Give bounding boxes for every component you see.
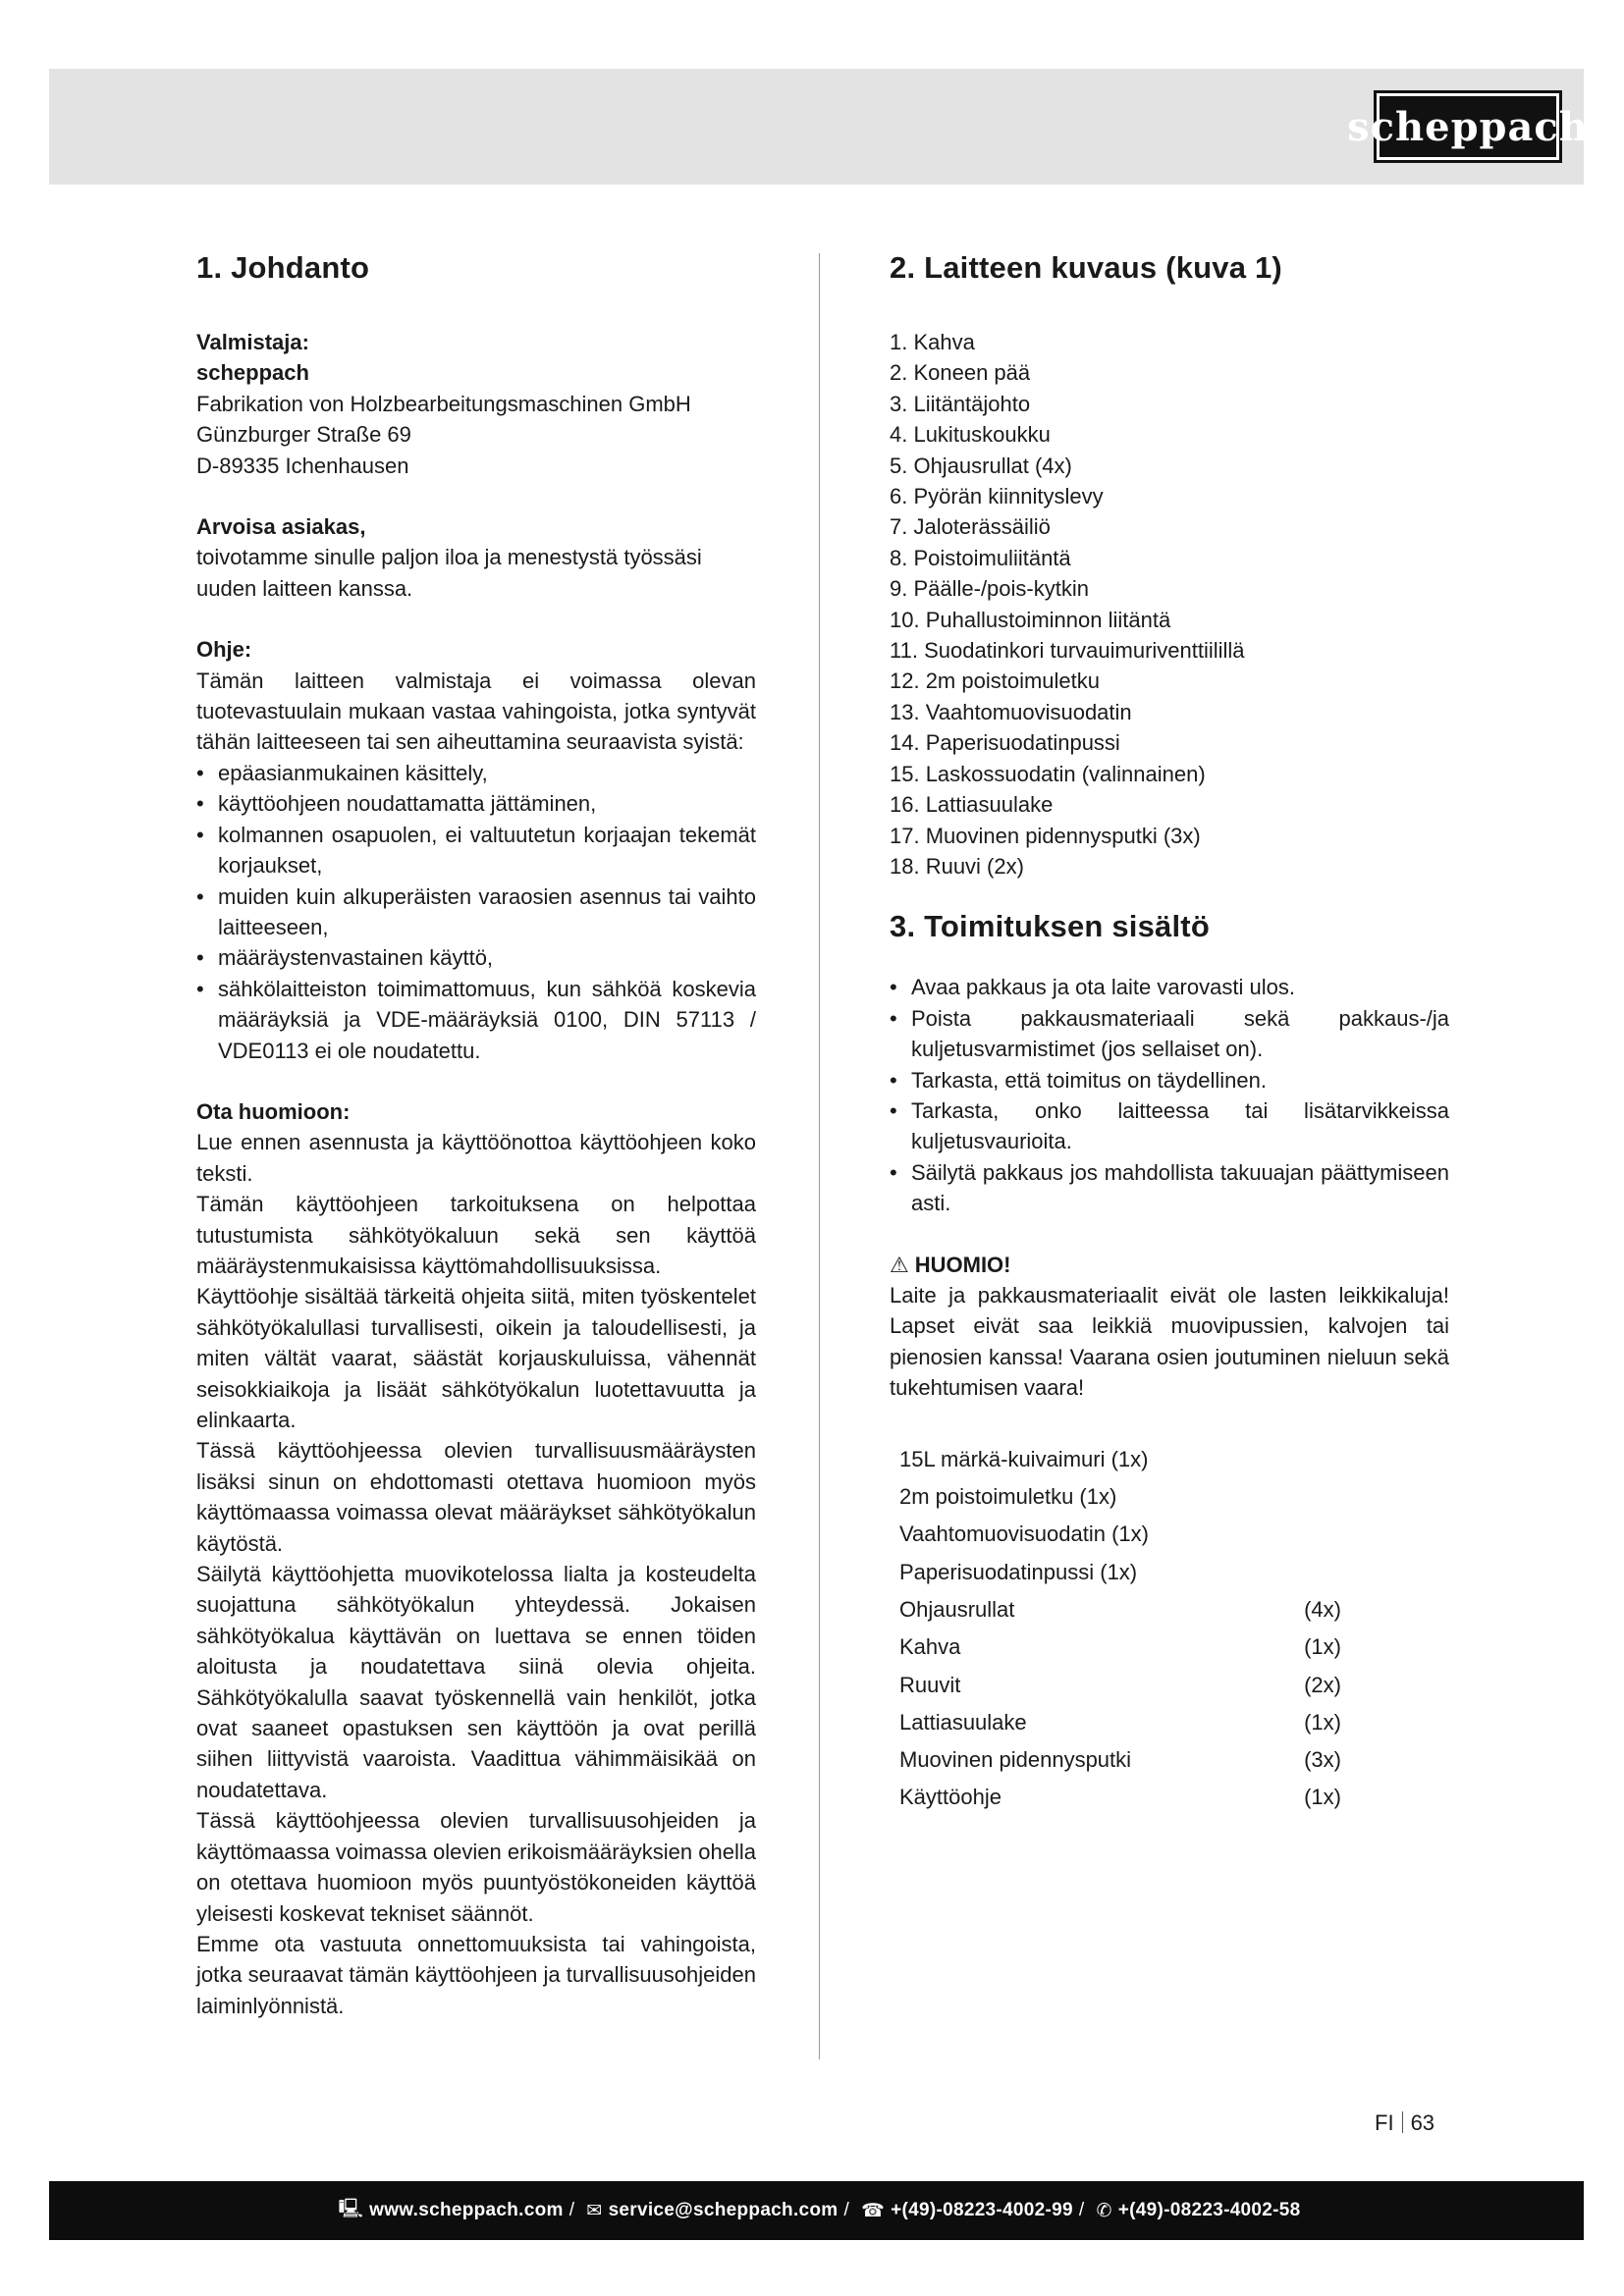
list-item: 5. Ohjausrullat (4x) — [890, 453, 1072, 478]
attention-paragraph: Emme ota vastuuta onnettomuuksista tai vahingoista, jotka seuraavat tämän käyttöohjeen ja turvallisuusohjeiden laiminlyönnistä. — [196, 1931, 756, 2018]
list-item: 18. Ruuvi (2x) — [890, 853, 1024, 879]
right-column — [890, 250, 1449, 1817]
table-row: Käyttöohje (1x) — [899, 1785, 1341, 1810]
list-item: • Avaa pakkaus ja ota laite varovasti ulos. — [890, 972, 1449, 1002]
list-item: 9. Päälle-/pois-kytkin — [890, 576, 1089, 602]
manufacturer-label: Valmistaja: — [196, 330, 309, 354]
table-row: Vaahtomuovisuodatin (1x) — [899, 1522, 1149, 1547]
footer-web[interactable]: www.scheppach.com — [369, 2200, 564, 2220]
header-band — [49, 69, 1589, 185]
delivery-list — [890, 972, 1449, 1218]
list-item: 15. Laskossuodatin (valinnainen) — [890, 761, 1206, 786]
warning-triangle-icon: ⚠ — [890, 1252, 909, 1277]
list-item: • kolmannen osapuolen, ei valtuutetun korjaajan tekemät korjaukset, — [196, 820, 756, 881]
list-item: • Tarkasta, että toimitus on täydellinen. — [890, 1065, 1449, 1095]
table-row: Muovinen pidennysputki (3x) — [899, 1747, 1341, 1773]
attention-label: Ota huomioon: — [196, 1098, 351, 1124]
footer-email[interactable]: service@scheppach.com — [608, 2200, 839, 2220]
list-item: 2. Koneen pää — [890, 360, 1031, 386]
table-row: Ruuvit (2x) — [899, 1672, 1341, 1697]
attention-paragraph: Lue ennen asennusta ja käyttöönottoa käyttöohjeen koko teksti. — [196, 1130, 756, 1186]
list-item: 1. Kahva — [890, 330, 975, 354]
attention-paragraph: Käyttöohje sisältää tärkeitä ohjeita siitä, miten työskentelet sähkötyökalullasi turvallisesti, oikein ja taloudellisesti, ja miten vältät vaarat, säästät korjauskuluissa, vähennät seisokkiaikoja ja lisäät sähkötyökalun luotettavuutta ja elinkaarta. — [196, 1284, 756, 1432]
left-column — [196, 250, 756, 2021]
page-number — [1375, 2110, 1435, 2136]
list-item: 4. Lukituskoukku — [890, 422, 1051, 448]
scheppach-logo: scheppach — [1374, 90, 1562, 163]
list-item: 13. Vaahtomuovisuodatin — [890, 699, 1132, 724]
list-item: 12. 2m poistoimuletku — [890, 668, 1100, 694]
greeting-text: toivotamme sinulle paljon iloa ja menestystä työssäsi uuden laitteen kanssa. — [196, 545, 702, 601]
list-item: 8. Poistoimuliitäntä — [890, 545, 1071, 570]
attention-paragraph: Säilytä käyttöohjetta muovikotelossa lialta ja kosteudelta suojattuna sähkötyökalun yhteydessä. Jokaisen sähkötyökalua käyttävän on luettava se ennen töiden aloitusta ja noudatettava siinä olevia ohjeita. Sähkötyökalulla saavat työskennellä vain henkilöt, jotka ovat saaneet opastuksen sen käyttöön ja ovat perillä siihen liittyvistä vaaroista. Vaadittua vähimmäisikää on noudatettava. — [196, 1562, 756, 1802]
note-label: Ohje: — [196, 637, 252, 663]
section-title-introduction: 1. Johdanto — [196, 250, 370, 285]
address-line: Günzburger Straße 69 — [196, 422, 411, 448]
section-title-description: 2. Laitteen kuvaus (kuva 1) — [890, 250, 1282, 285]
page-language: FI — [1375, 2110, 1394, 2135]
phone-icon: ☎ — [861, 2200, 886, 2221]
page-number-value: 63 — [1410, 2110, 1435, 2135]
list-item: • Tarkasta, onko laitteessa tai lisätarvikkeissa kuljetusvaurioita. — [890, 1095, 1449, 1157]
list-item: • epäasianmukainen käsittely, — [196, 758, 756, 788]
warning-label: HUOMIO! — [914, 1252, 1011, 1277]
list-item: 17. Muovinen pidennysputki (3x) — [890, 823, 1201, 848]
section-title-delivery: 3. Toimituksen sisältö — [890, 909, 1210, 944]
contents-table — [899, 1441, 1341, 1817]
list-item: 3. Liitäntäjohto — [890, 391, 1031, 416]
footer-band: 🖳 www.scheppach.com / ✉ service@scheppach.com / ☎ +(49)-08223-4002-99 / ✆ +(49)-08223-4002-58 — [49, 2181, 1584, 2240]
note-text: Tämän laitteen valmistaja ei voimassa olevan tuotevastuulain mukaan vastaa vahingoista, jotka syntyvät tähän laitteeseen tai sen aiheuttamina seuraavista syistä: — [196, 667, 756, 755]
list-item: 7. Jaloterässäiliö — [890, 514, 1051, 540]
attention-paragraph: Tässä käyttöohjeessa olevien turvallisuusohjeiden ja käyttömaassa voimassa olevien erikoismääräyksien ohella on otettava huomioon myös puuntyöstökoneiden käyttöä yleisesti koskevat tekniset säännöt. — [196, 1808, 756, 1926]
footer-fax: +(49)-08223-4002-58 — [1117, 2200, 1301, 2220]
footer-phone: +(49)-08223-4002-99 — [891, 2200, 1073, 2220]
list-item: • määräystenvastainen käyttö, — [196, 942, 756, 973]
list-item: • Säilytä pakkaus jos mahdollista takuuajan päättymiseen asti. — [890, 1157, 1449, 1219]
list-item: 14. Paperisuodatinpussi — [890, 730, 1120, 756]
list-item: • muiden kuin alkuperäisten varaosien asennus tai vaihto laitteeseen, — [196, 881, 756, 943]
table-row: 2m poistoimuletku (1x) — [899, 1484, 1117, 1510]
envelope-icon: ✉ — [586, 2200, 603, 2221]
list-item: • Poista pakkausmateriaali sekä pakkaus-/ja kuljetusvarmistimet (jos sellaiset on). — [890, 1003, 1449, 1065]
attention-paragraph: Tässä käyttöohjeessa olevien turvallisuusmääräysten lisäksi sinun on ehdottomasti otettava huomioon myös käyttömaassa voimassa olevat määräykset sähkötyökalun käytöstä. — [196, 1438, 756, 1556]
table-row: 15L märkä-kuivaimuri (1x) — [899, 1446, 1149, 1471]
list-item: • käyttöohjeen noudattamatta jättäminen, — [196, 788, 756, 819]
list-item: • sähkölaitteiston toimimattomuus, kun sähköä koskevia määräyksiä ja VDE-määräyksiä 0100, DIN 57113 / VDE0113 ei ole noudatettu. — [196, 974, 756, 1066]
table-row: Ohjausrullat (4x) — [899, 1596, 1341, 1622]
column-divider — [819, 253, 820, 2059]
attention-paragraph: Tämän käyttöohjeen tarkoituksena on helpottaa tutustumista sähkötyökaluun sekä sen käyttöä määräystenmukaisissa käyttömahdollisuuksissa. — [196, 1192, 756, 1278]
address-line: D-89335 Ichenhausen — [196, 453, 409, 478]
address-line: Fabrikation von Holzbearbeitungsmaschinen GmbH — [196, 391, 691, 416]
table-row: Kahva (1x) — [899, 1634, 1341, 1660]
liability-list — [196, 758, 756, 1066]
warning-heading — [890, 1250, 1449, 1280]
list-item: 11. Suodatinkori turvauimuriventtiilillä — [890, 638, 1245, 664]
fax-icon: ✆ — [1096, 2200, 1112, 2221]
parts-list — [890, 327, 1449, 881]
list-item: 6. Pyörän kiinnityslevy — [890, 484, 1104, 509]
table-row: Lattiasuulake (1x) — [899, 1709, 1341, 1735]
manufacturer-name: scheppach — [196, 360, 309, 386]
greeting-label: Arvoisa asiakas, — [196, 514, 366, 540]
table-row: Paperisuodatinpussi (1x) — [899, 1559, 1138, 1584]
warning-text: Laite ja pakkausmateriaalit eivät ole lasten leikkikaluja! Lapset eivät saa leikkiä muovipussien, kalvojen tai pienosien kanssa! Vaarana osien joutuminen nieluun sekä tukehtumisen vaara! — [890, 1282, 1449, 1401]
computer-icon: 🖳 — [338, 2199, 364, 2219]
list-item: 16. Lattiasuulake — [890, 792, 1054, 818]
list-item: 10. Puhallustoiminnon liitäntä — [890, 607, 1171, 632]
